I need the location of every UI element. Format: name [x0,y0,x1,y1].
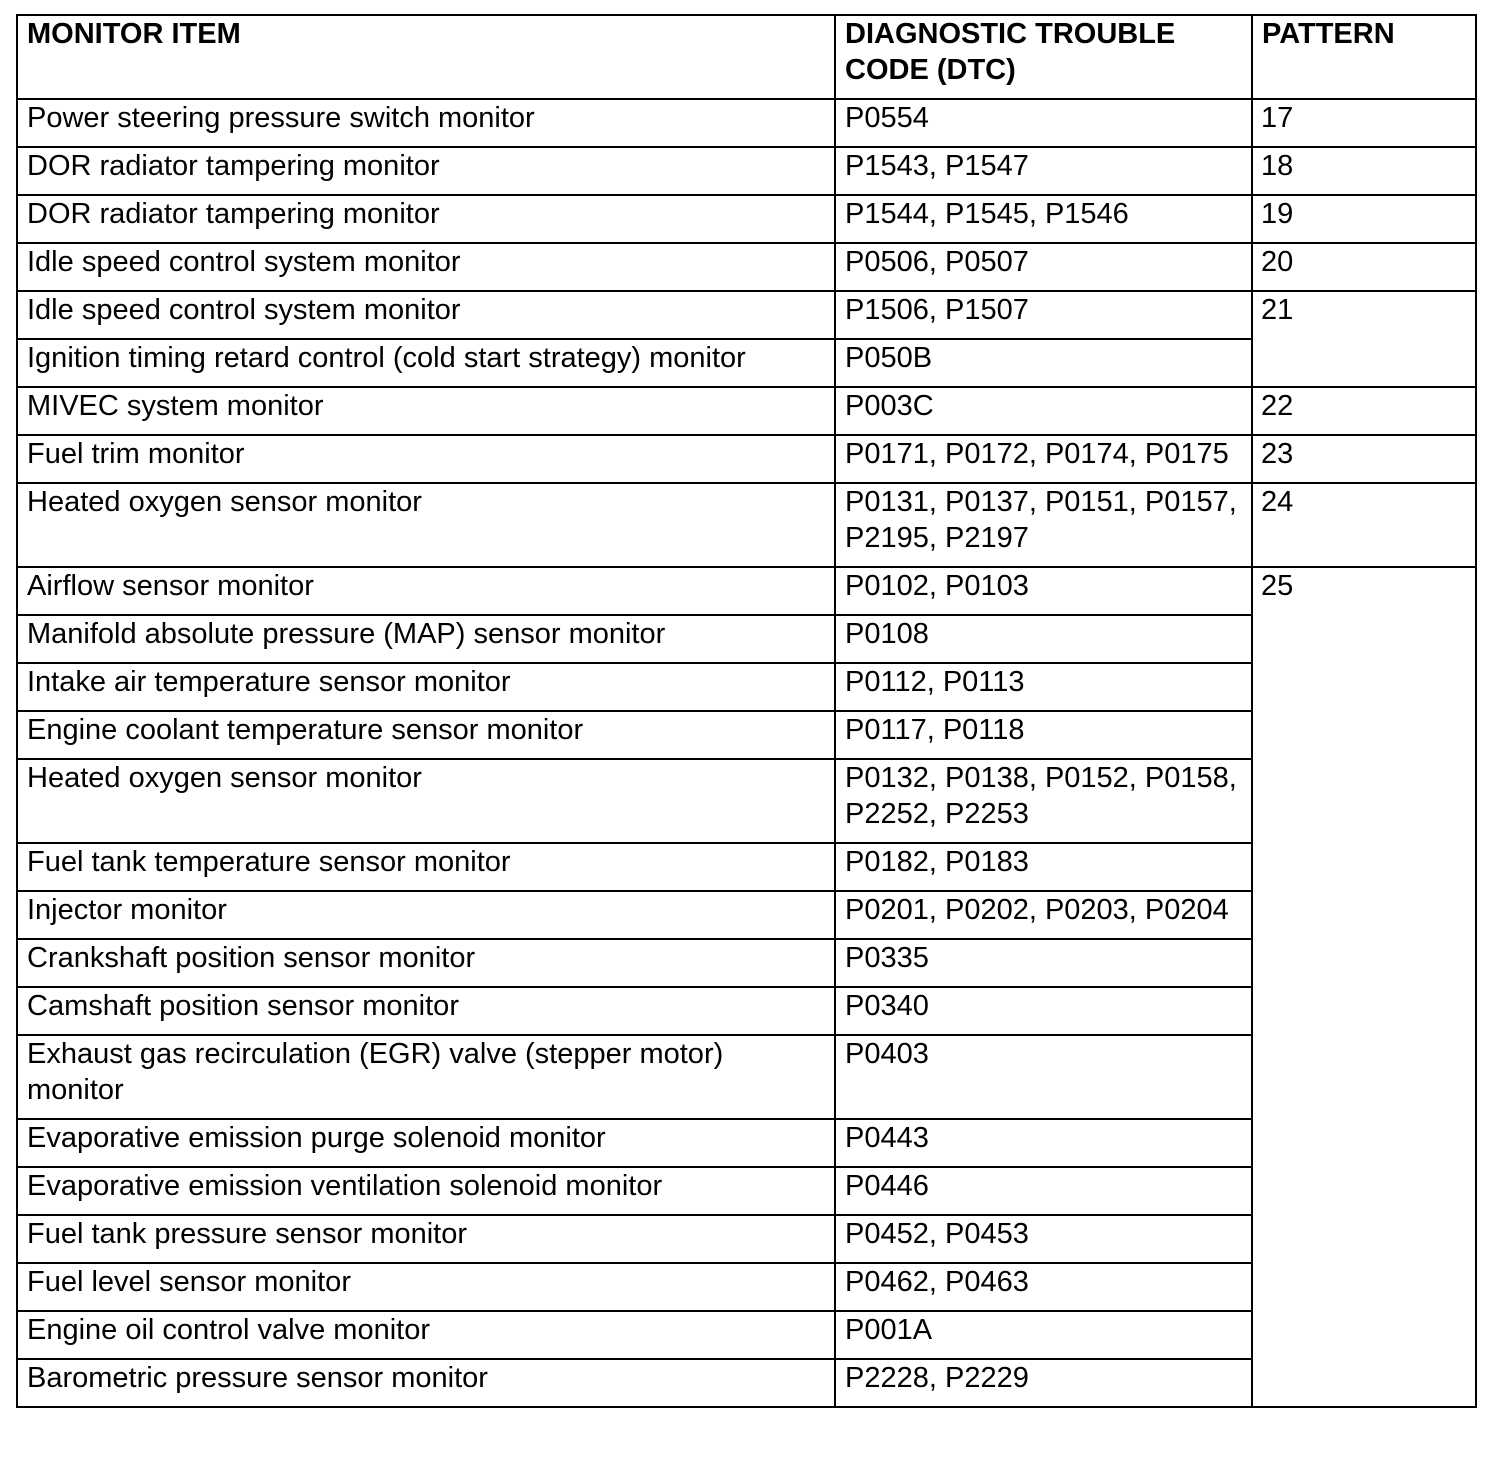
pattern-cell: 20 [1252,243,1476,291]
dtc-cell: P050B [835,339,1252,387]
table-row [17,99,1476,147]
table-row [17,147,1476,195]
header-monitor-item: MONITOR ITEM [17,15,835,99]
dtc-pattern-table [16,14,1477,1408]
table-header-row [17,15,1476,99]
dtc-cell: P0131, P0137, P0151, P0157, P2195, P2197 [835,483,1252,567]
table-row [17,195,1476,243]
dtc-cell: P001A [835,1311,1252,1359]
dtc-cell: P1543, P1547 [835,147,1252,195]
monitor-item-cell: Fuel trim monitor [17,435,835,483]
header-pattern: PATTERN [1252,15,1476,99]
dtc-cell: P0112, P0113 [835,663,1252,711]
dtc-cell: P0171, P0172, P0174, P0175 [835,435,1252,483]
dtc-cell: P1506, P1507 [835,291,1252,339]
monitor-item-cell: Crankshaft position sensor monitor [17,939,835,987]
monitor-item-cell: Airflow sensor monitor [17,567,835,615]
dtc-cell: P0340 [835,987,1252,1035]
monitor-item-cell: Fuel tank temperature sensor monitor [17,843,835,891]
monitor-item-cell: MIVEC system monitor [17,387,835,435]
pattern-cell: 21 [1252,291,1476,387]
monitor-item-cell: Power steering pressure switch monitor [17,99,835,147]
monitor-item-cell: DOR radiator tampering monitor [17,195,835,243]
dtc-cell: P2228, P2229 [835,1359,1252,1407]
monitor-item-cell: Evaporative emission purge solenoid monitor [17,1119,835,1167]
pattern-cell: 19 [1252,195,1476,243]
monitor-item-cell: Engine coolant temperature sensor monitor [17,711,835,759]
dtc-cell: P1544, P1545, P1546 [835,195,1252,243]
header-dtc: DIAGNOSTIC TROUBLE CODE (DTC) [835,15,1252,99]
dtc-cell: P0452, P0453 [835,1215,1252,1263]
monitor-item-cell: Exhaust gas recirculation (EGR) valve (stepper motor) monitor [17,1035,835,1119]
dtc-cell: P0506, P0507 [835,243,1252,291]
pattern-cell: 18 [1252,147,1476,195]
dtc-cell: P0102, P0103 [835,567,1252,615]
dtc-cell: P0335 [835,939,1252,987]
monitor-item-cell: Evaporative emission ventilation solenoid monitor [17,1167,835,1215]
table-row [17,387,1476,435]
monitor-item-cell: DOR radiator tampering monitor [17,147,835,195]
dtc-cell: P0108 [835,615,1252,663]
pattern-cell: 17 [1252,99,1476,147]
monitor-item-cell: Fuel level sensor monitor [17,1263,835,1311]
monitor-item-cell: Fuel tank pressure sensor monitor [17,1215,835,1263]
pattern-cell: 25 [1252,567,1476,1407]
table-row [17,435,1476,483]
dtc-cell: P0462, P0463 [835,1263,1252,1311]
table-row [17,483,1476,567]
dtc-cell: P0117, P0118 [835,711,1252,759]
pattern-cell: 23 [1252,435,1476,483]
dtc-cell: P003C [835,387,1252,435]
monitor-item-cell: Camshaft position sensor monitor [17,987,835,1035]
dtc-cell: P0182, P0183 [835,843,1252,891]
monitor-item-cell: Heated oxygen sensor monitor [17,483,835,567]
monitor-item-cell: Injector monitor [17,891,835,939]
dtc-cell: P0446 [835,1167,1252,1215]
dtc-cell: P0554 [835,99,1252,147]
table-row [17,567,1476,615]
dtc-cell: P0443 [835,1119,1252,1167]
monitor-item-cell: Engine oil control valve monitor [17,1311,835,1359]
monitor-item-cell: Heated oxygen sensor monitor [17,759,835,843]
monitor-item-cell: Idle speed control system monitor [17,243,835,291]
table-row [17,243,1476,291]
dtc-cell: P0403 [835,1035,1252,1119]
dtc-cell: P0132, P0138, P0152, P0158, P2252, P2253 [835,759,1252,843]
monitor-item-cell: Barometric pressure sensor monitor [17,1359,835,1407]
monitor-item-cell: Ignition timing retard control (cold start strategy) monitor [17,339,835,387]
monitor-item-cell: Idle speed control system monitor [17,291,835,339]
pattern-cell: 22 [1252,387,1476,435]
table-row [17,291,1476,339]
monitor-item-cell: Manifold absolute pressure (MAP) sensor monitor [17,615,835,663]
dtc-cell: P0201, P0202, P0203, P0204 [835,891,1252,939]
pattern-cell: 24 [1252,483,1476,567]
monitor-item-cell: Intake air temperature sensor monitor [17,663,835,711]
